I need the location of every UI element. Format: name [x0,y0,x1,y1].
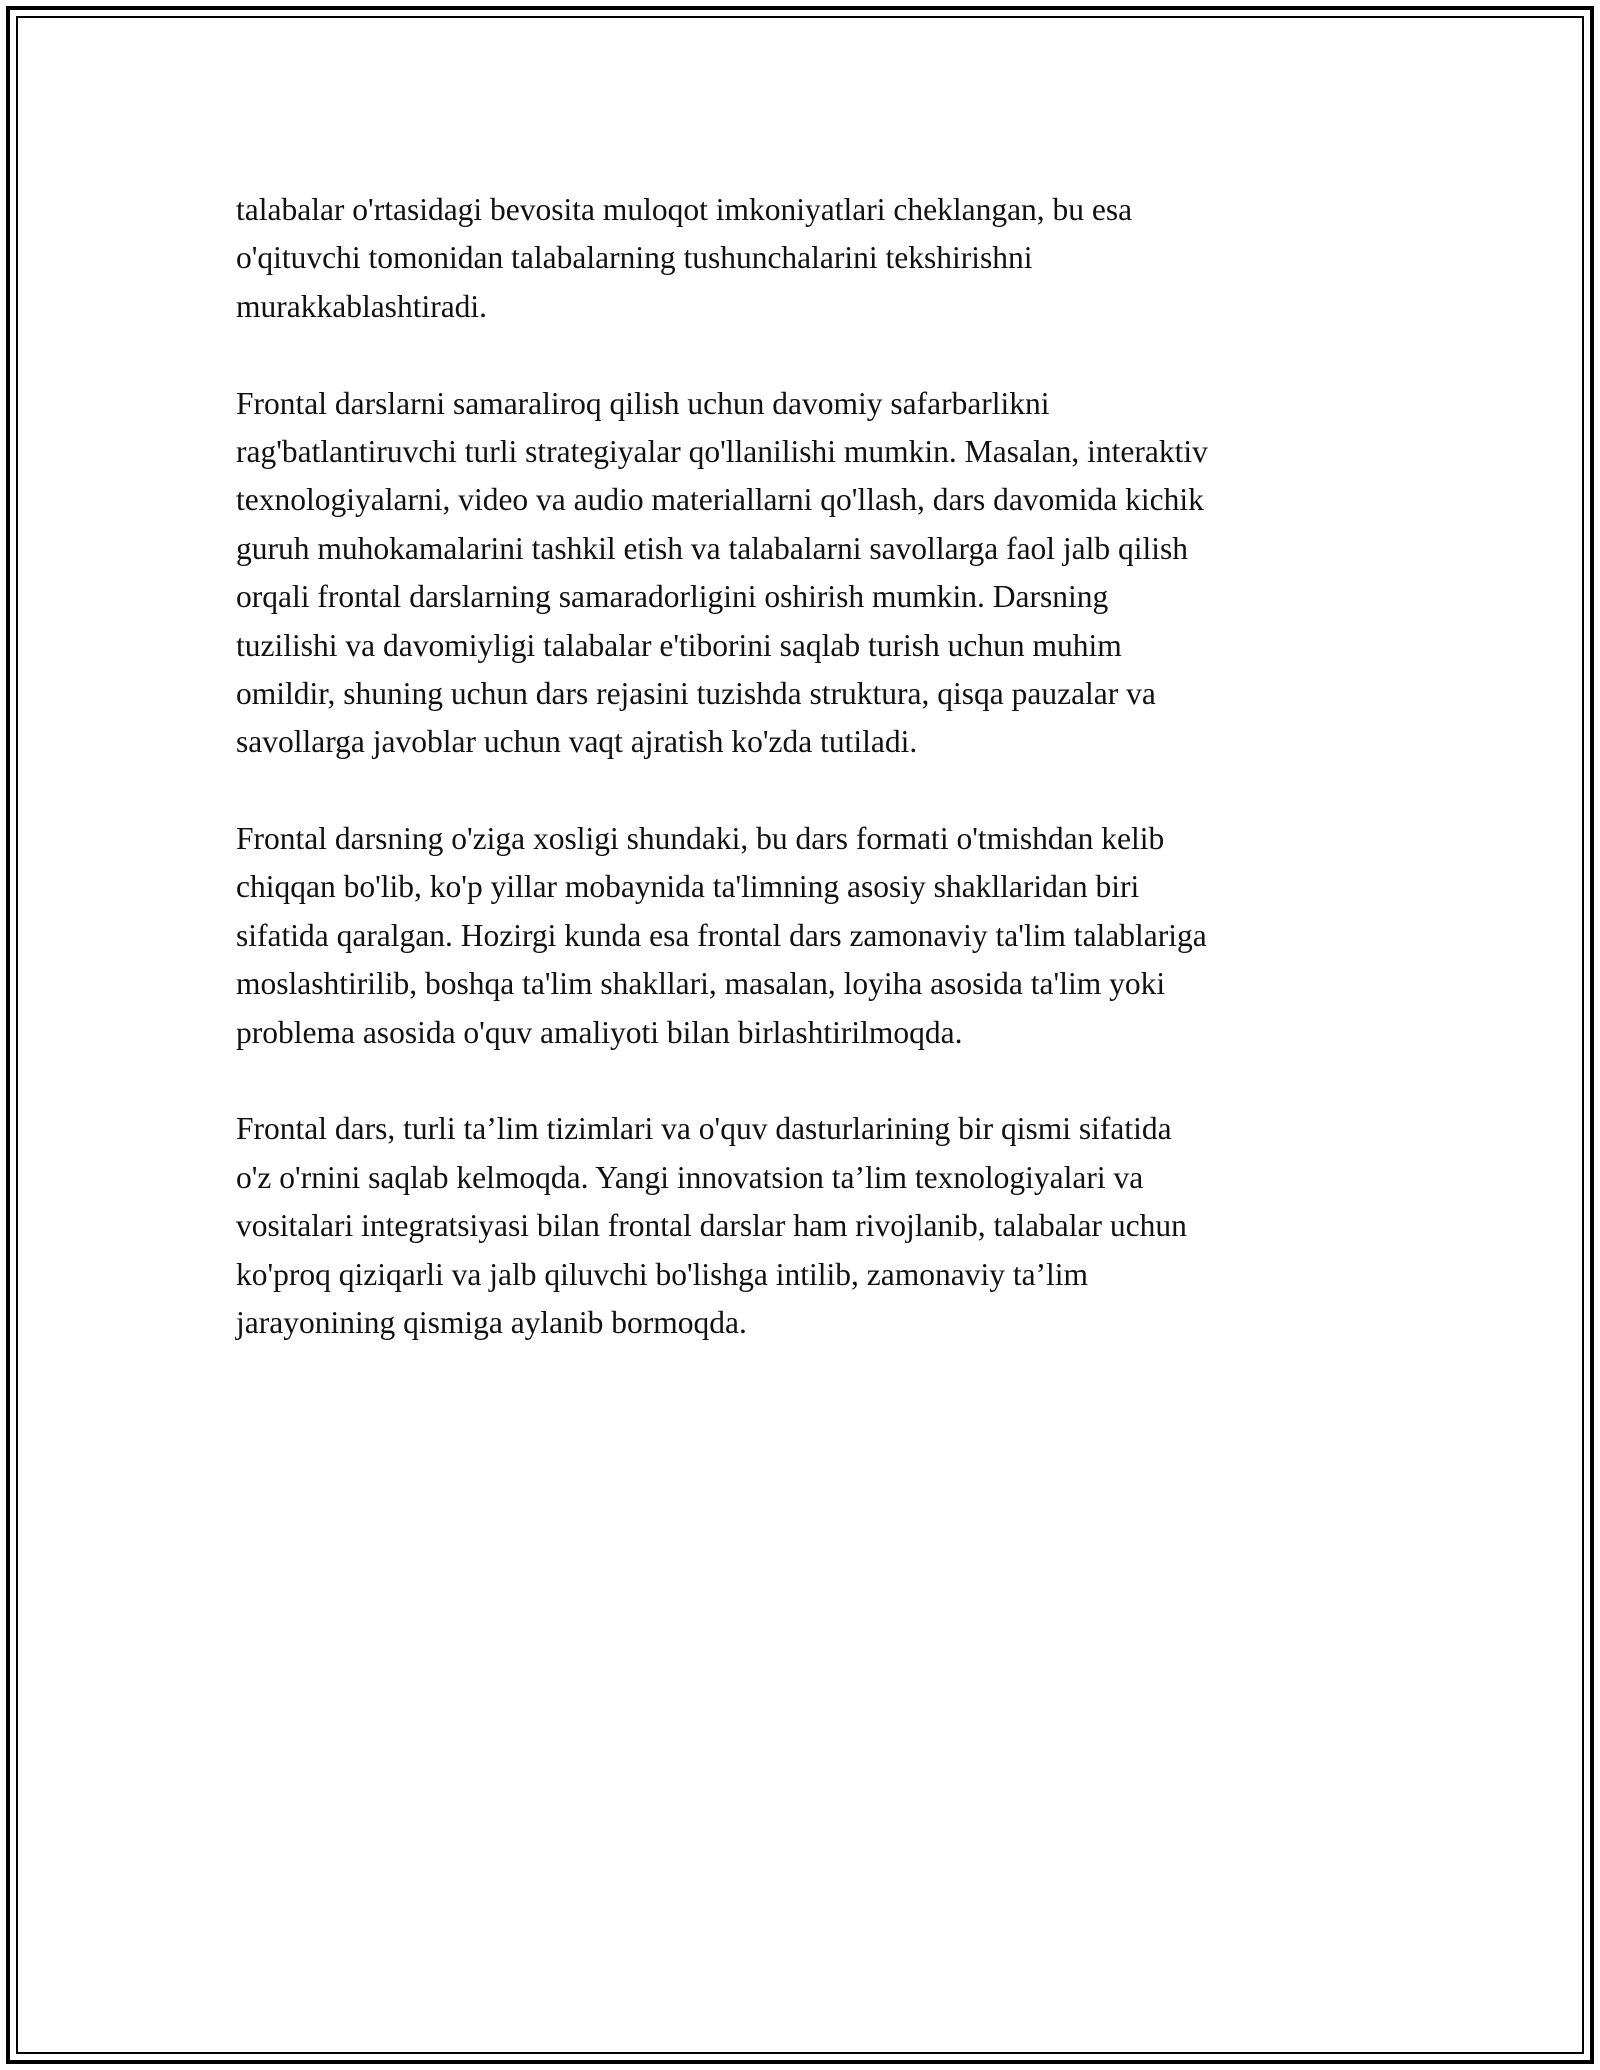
document-body [236,186,1396,1396]
paragraph-2 [236,380,1396,767]
text-line: problema asosida o'quv amaliyoti bilan birlashtirilmoqda. [236,1014,963,1050]
text-line: Frontal dars, turli ta’lim tizimlari va o'quv dasturlarining bir qismi sifatida [236,1111,1172,1147]
paragraph-4 [236,1105,1396,1347]
text-line: Frontal darslarni samaraliroq qilish uchun davomiy safarbarlikni [236,385,1050,421]
text-line: texnologiyalarni, video va audio materiallarni qo'llash, dars davomida kichik [236,482,1204,518]
text-line: murakkablashtiradi. [236,288,488,324]
text-line: o'z o'rnini saqlab kelmoqda. Yangi innovatsion ta’lim texnologiyalari va [236,1159,1144,1195]
paragraph-3 [236,815,1396,1057]
text-line: guruh muhokamalarini tashkil etish va talabalarni savollarga faol jalb qilish [236,530,1189,566]
text-line: rag'batlantiruvchi turli strategiyalar qo'llanilishi mumkin. Masalan, interaktiv [236,433,1208,469]
text-line: savollarga javoblar uchun vaqt ajratish ko'zda tutiladi. [236,724,918,760]
text-line: talabalar o'rtasidagi bevosita muloqot imkoniyatlari cheklangan, bu esa [236,192,1133,227]
text-line: Frontal darsning o'ziga xosligi shundaki, bu dars formati o'tmishdan kelib [236,821,1165,857]
text-line: moslashtirilib, boshqa ta'lim shakllari, masalan, loyiha asosida ta'lim yoki [236,966,1166,1002]
text-line: chiqqan bo'lib, ko'p yillar mobaynida ta'limning asosiy shakllaridan biri [236,869,1140,905]
text-line: vositalari integratsiyasi bilan frontal darslar ham rivojlanib, talabalar uchun [236,1208,1187,1244]
text-line: jarayonining qismiga aylanib bormoqda. [236,1304,747,1340]
text-line: sifatida qaralgan. Hozirgi kunda esa frontal dars zamonaviy ta'lim talablariga [236,917,1207,953]
text-line: orqali frontal darslarning samaradorligini oshirish mumkin. Darsning [236,579,1109,615]
paragraph-1 [236,186,1396,331]
text-line: ko'proq qiziqarli va jalb qiluvchi bo'lishga intilib, zamonaviy ta’lim [236,1256,1089,1292]
text-line: omildir, shuning uchun dars rejasini tuzishda struktura, qisqa pauzalar va [236,675,1156,711]
text-line: o'qituvchi tomonidan talabalarning tushunchalarini tekshirishni [236,240,1033,276]
text-line: tuzilishi va davomiyligi talabalar e'tiborini saqlab turish uchun muhim [236,627,1122,663]
